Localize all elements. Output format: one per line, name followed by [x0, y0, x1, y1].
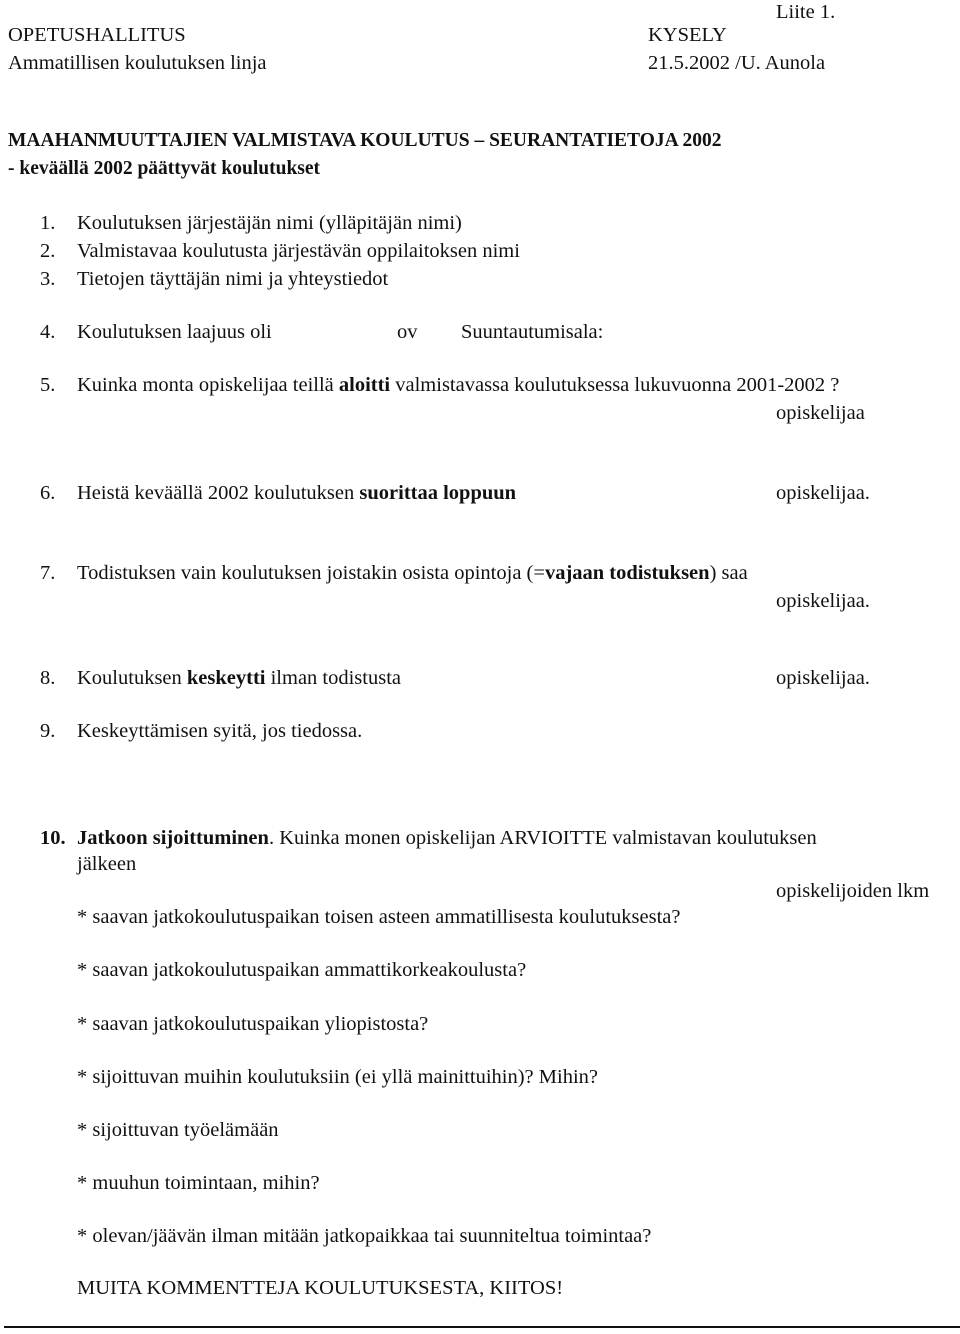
- q10-column-header: opiskelijoiden lkm: [776, 880, 930, 902]
- q6-text: Heistä keväällä 2002 koulutuksen suorittaa loppuun: [77, 482, 517, 504]
- q3-text: Tietojen täyttäjän nimi ja yhteystiedot: [77, 268, 389, 290]
- q10-item: * sijoittuvan työelämään: [77, 1119, 279, 1141]
- q8-unit: opiskelijaa.: [776, 667, 870, 689]
- bottom-rule: [4, 1326, 960, 1328]
- q5-unit: opiskelijaa: [776, 402, 865, 424]
- q3-number: 3.: [40, 268, 56, 290]
- q10-item: * muuhun toimintaan, mihin?: [77, 1172, 320, 1194]
- q4-unit: ov: [397, 321, 418, 343]
- q7-text: Todistuksen vain koulutuksen joistakin osista opintoja (=vajaan todistuksen) saa: [77, 562, 748, 584]
- q10-item: * saavan jatkokoulutuspaikan yliopistosta?: [77, 1013, 429, 1035]
- q1-text: Koulutuksen järjestäjän nimi (ylläpitäjän nimi): [77, 212, 462, 234]
- q7-unit: opiskelijaa.: [776, 590, 870, 612]
- q9-number: 9.: [40, 720, 56, 742]
- q4-field-label: Suuntautumisala:: [461, 321, 604, 343]
- q4-number: 4.: [40, 321, 56, 343]
- q10-item: * saavan jatkokoulutuspaikan toisen asteen ammatillisesta koulutuksesta?: [77, 906, 681, 928]
- q10-number: 10.: [40, 827, 66, 849]
- q10-item: * olevan/jäävän ilman mitään jatkopaikkaa tai suunniteltua toimintaa?: [77, 1225, 652, 1247]
- q8-number: 8.: [40, 667, 56, 689]
- closing-text: MUITA KOMMENTTEJA KOULUTUKSESTA, KIITOS!: [77, 1277, 564, 1299]
- q10-item: * saavan jatkokoulutuspaikan ammattikorkeakoulusta?: [77, 959, 527, 981]
- date-author: 21.5.2002 /U. Aunola: [648, 52, 826, 74]
- organization-unit: Ammatillisen koulutuksen linja: [8, 52, 267, 74]
- q5-text: Kuinka monta opiskelijaa teillä aloitti valmistavassa koulutuksessa lukuvuonna 2001-2002 ?: [77, 374, 840, 396]
- document-subtitle: - keväällä 2002 päättyvät koulutukset: [8, 158, 321, 179]
- q6-unit: opiskelijaa.: [776, 482, 870, 504]
- document-type: KYSELY: [648, 24, 727, 46]
- document-title: MAAHANMUUTTAJIEN VALMISTAVA KOULUTUS – SEURANTATIETOJA 2002: [8, 130, 722, 151]
- q5-number: 5.: [40, 374, 56, 396]
- q10-text-continuation: jälkeen: [77, 853, 137, 875]
- q4-text: Koulutuksen laajuus oli: [77, 321, 272, 343]
- q9-text: Keskeyttämisen syitä, jos tiedossa.: [77, 720, 363, 742]
- q8-text: Koulutuksen keskeytti ilman todistusta: [77, 667, 402, 689]
- q6-number: 6.: [40, 482, 56, 504]
- q2-number: 2.: [40, 240, 56, 262]
- q7-number: 7.: [40, 562, 56, 584]
- q1-number: 1.: [40, 212, 56, 234]
- q10-item: * sijoittuvan muihin koulutuksiin (ei yllä mainittuihin)? Mihin?: [77, 1066, 598, 1088]
- organization-name: OPETUSHALLITUS: [8, 24, 186, 46]
- appendix-label: Liite 1.: [776, 1, 836, 23]
- q2-text: Valmistavaa koulutusta järjestävän oppilaitoksen nimi: [77, 240, 520, 262]
- q10-text: Jatkoon sijoittuminen. Kuinka monen opiskelijan ARVIOITTE valmistavan koulutuksen: [77, 827, 817, 849]
